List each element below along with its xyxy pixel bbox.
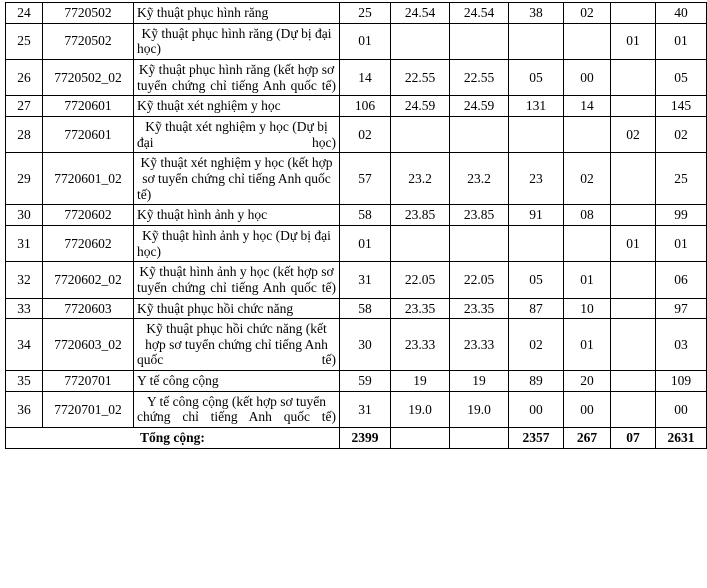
table-row xyxy=(6,319,707,371)
count-2: 08 xyxy=(564,205,611,226)
count-3 xyxy=(611,3,656,24)
count-3 xyxy=(611,298,656,319)
count-1 xyxy=(509,23,564,59)
count-1: 89 xyxy=(509,371,564,392)
quota: 14 xyxy=(340,59,391,95)
score-a: 19.0 xyxy=(391,391,450,427)
count-1: 00 xyxy=(509,391,564,427)
count-2: 00 xyxy=(564,59,611,95)
program-name: Kỹ thuật hình ảnh y học xyxy=(134,205,340,226)
count-1: 91 xyxy=(509,205,564,226)
document-page xyxy=(0,2,695,588)
row-total: 03 xyxy=(656,319,707,371)
count-2: 01 xyxy=(564,319,611,371)
admissions-table xyxy=(5,2,707,449)
row-index: 34 xyxy=(6,319,43,371)
row-total: 01 xyxy=(656,225,707,261)
score-b: 22.55 xyxy=(450,59,509,95)
row-total: 05 xyxy=(656,59,707,95)
table-row xyxy=(6,225,707,261)
program-name: Kỹ thuật phục hình răng (kết hợp sơ tuyển chứng chỉ tiếng Anh quốc tế) xyxy=(134,59,340,95)
count-3 xyxy=(611,59,656,95)
table-row xyxy=(6,205,707,226)
row-total: 97 xyxy=(656,298,707,319)
count-2: 20 xyxy=(564,371,611,392)
row-total: 25 xyxy=(656,153,707,205)
score-b xyxy=(450,116,509,152)
program-code: 7720502 xyxy=(43,3,134,24)
row-total: 145 xyxy=(656,96,707,117)
score-a: 22.05 xyxy=(391,262,450,298)
count-1: 05 xyxy=(509,59,564,95)
score-a: 23.33 xyxy=(391,319,450,371)
score-a xyxy=(391,116,450,152)
program-name: Y tế công cộng (kết hợp sơ tuyển chứng chỉ tiếng Anh quốc tế) xyxy=(134,391,340,427)
count-3: 02 xyxy=(611,116,656,152)
program-name: Kỹ thuật phục hình răng xyxy=(134,3,340,24)
row-total: 02 xyxy=(656,116,707,152)
score-a: 22.55 xyxy=(391,59,450,95)
row-index: 31 xyxy=(6,225,43,261)
count-2 xyxy=(564,225,611,261)
row-total: 40 xyxy=(656,3,707,24)
program-name: Kỹ thuật xét nghiệm y học (kết hợp sơ tuyển chứng chỉ tiếng Anh quốc tế) xyxy=(134,153,340,205)
score-a xyxy=(391,225,450,261)
program-code: 7720602 xyxy=(43,205,134,226)
count-3: 01 xyxy=(611,23,656,59)
score-a: 23.2 xyxy=(391,153,450,205)
score-b: 24.54 xyxy=(450,3,509,24)
program-name: Kỹ thuật xét nghiệm y học xyxy=(134,96,340,117)
table-row xyxy=(6,298,707,319)
score-b: 19.0 xyxy=(450,391,509,427)
score-b: 23.85 xyxy=(450,205,509,226)
count-2: 02 xyxy=(564,3,611,24)
program-name: Kỹ thuật xét nghiệm y học (Dự bị đại học) xyxy=(134,116,340,152)
table-row xyxy=(6,3,707,24)
program-code: 7720502_02 xyxy=(43,59,134,95)
count-1: 131 xyxy=(509,96,564,117)
row-total: 99 xyxy=(656,205,707,226)
table-row xyxy=(6,153,707,205)
count-2: 00 xyxy=(564,391,611,427)
total-score-b xyxy=(450,428,509,449)
program-code: 7720701_02 xyxy=(43,391,134,427)
score-a xyxy=(391,23,450,59)
row-index: 29 xyxy=(6,153,43,205)
row-index: 28 xyxy=(6,116,43,152)
row-index: 33 xyxy=(6,298,43,319)
quota: 58 xyxy=(340,205,391,226)
count-3 xyxy=(611,319,656,371)
count-2: 02 xyxy=(564,153,611,205)
row-total: 00 xyxy=(656,391,707,427)
count-3 xyxy=(611,371,656,392)
count-1 xyxy=(509,116,564,152)
row-index: 36 xyxy=(6,391,43,427)
score-b: 23.2 xyxy=(450,153,509,205)
count-1 xyxy=(509,225,564,261)
score-a: 24.54 xyxy=(391,3,450,24)
score-b: 22.05 xyxy=(450,262,509,298)
program-code: 7720601 xyxy=(43,116,134,152)
score-a: 24.59 xyxy=(391,96,450,117)
total-count-1: 2357 xyxy=(509,428,564,449)
table-row xyxy=(6,23,707,59)
quota: 01 xyxy=(340,225,391,261)
program-name: Kỹ thuật phục hồi chức năng xyxy=(134,298,340,319)
program-code: 7720602 xyxy=(43,225,134,261)
program-name: Kỹ thuật hình ảnh y học (Dự bị đại học) xyxy=(134,225,340,261)
quota: 25 xyxy=(340,3,391,24)
row-index: 30 xyxy=(6,205,43,226)
quota: 02 xyxy=(340,116,391,152)
table-row xyxy=(6,116,707,152)
score-b xyxy=(450,225,509,261)
count-3 xyxy=(611,153,656,205)
count-2: 01 xyxy=(564,262,611,298)
quota: 01 xyxy=(340,23,391,59)
count-3 xyxy=(611,205,656,226)
score-a: 19 xyxy=(391,371,450,392)
table-row xyxy=(6,262,707,298)
quota: 57 xyxy=(340,153,391,205)
row-total: 06 xyxy=(656,262,707,298)
count-1: 05 xyxy=(509,262,564,298)
table-row xyxy=(6,391,707,427)
count-1: 87 xyxy=(509,298,564,319)
count-1: 38 xyxy=(509,3,564,24)
program-name: Kỹ thuật phục hồi chức năng (kết hợp sơ tuyển chứng chỉ tiếng Anh quốc tế) xyxy=(134,319,340,371)
row-total: 109 xyxy=(656,371,707,392)
program-code: 7720602_02 xyxy=(43,262,134,298)
table-body xyxy=(6,3,707,449)
score-b xyxy=(450,23,509,59)
row-index: 24 xyxy=(6,3,43,24)
count-2: 10 xyxy=(564,298,611,319)
total-score-a xyxy=(391,428,450,449)
row-index: 32 xyxy=(6,262,43,298)
score-b: 23.35 xyxy=(450,298,509,319)
total-quota: 2399 xyxy=(340,428,391,449)
quota: 106 xyxy=(340,96,391,117)
total-count-3: 07 xyxy=(611,428,656,449)
quota: 31 xyxy=(340,262,391,298)
program-name: Kỹ thuật phục hình răng (Dự bị đại học) xyxy=(134,23,340,59)
grand-total: 2631 xyxy=(656,428,707,449)
count-1: 23 xyxy=(509,153,564,205)
total-label: Tổng cộng: xyxy=(6,428,340,449)
count-3 xyxy=(611,96,656,117)
program-name: Y tế công cộng xyxy=(134,371,340,392)
score-b: 19 xyxy=(450,371,509,392)
row-index: 27 xyxy=(6,96,43,117)
program-code: 7720502 xyxy=(43,23,134,59)
row-index: 25 xyxy=(6,23,43,59)
table-row xyxy=(6,59,707,95)
quota: 30 xyxy=(340,319,391,371)
table-row xyxy=(6,371,707,392)
quota: 59 xyxy=(340,371,391,392)
count-1: 02 xyxy=(509,319,564,371)
count-2 xyxy=(564,116,611,152)
program-code: 7720603 xyxy=(43,298,134,319)
quota: 58 xyxy=(340,298,391,319)
quota: 31 xyxy=(340,391,391,427)
program-code: 7720701 xyxy=(43,371,134,392)
program-code: 7720603_02 xyxy=(43,319,134,371)
count-3 xyxy=(611,391,656,427)
score-a: 23.35 xyxy=(391,298,450,319)
score-b: 24.59 xyxy=(450,96,509,117)
table-row xyxy=(6,96,707,117)
program-name: Kỹ thuật hình ảnh y học (kết hợp sơ tuyển chứng chỉ tiếng Anh quốc tế) xyxy=(134,262,340,298)
count-2: 14 xyxy=(564,96,611,117)
total-count-2: 267 xyxy=(564,428,611,449)
program-code: 7720601 xyxy=(43,96,134,117)
row-index: 35 xyxy=(6,371,43,392)
count-3: 01 xyxy=(611,225,656,261)
table-total-row xyxy=(6,428,707,449)
row-total: 01 xyxy=(656,23,707,59)
program-code: 7720601_02 xyxy=(43,153,134,205)
score-a: 23.85 xyxy=(391,205,450,226)
count-2 xyxy=(564,23,611,59)
count-3 xyxy=(611,262,656,298)
score-b: 23.33 xyxy=(450,319,509,371)
row-index: 26 xyxy=(6,59,43,95)
